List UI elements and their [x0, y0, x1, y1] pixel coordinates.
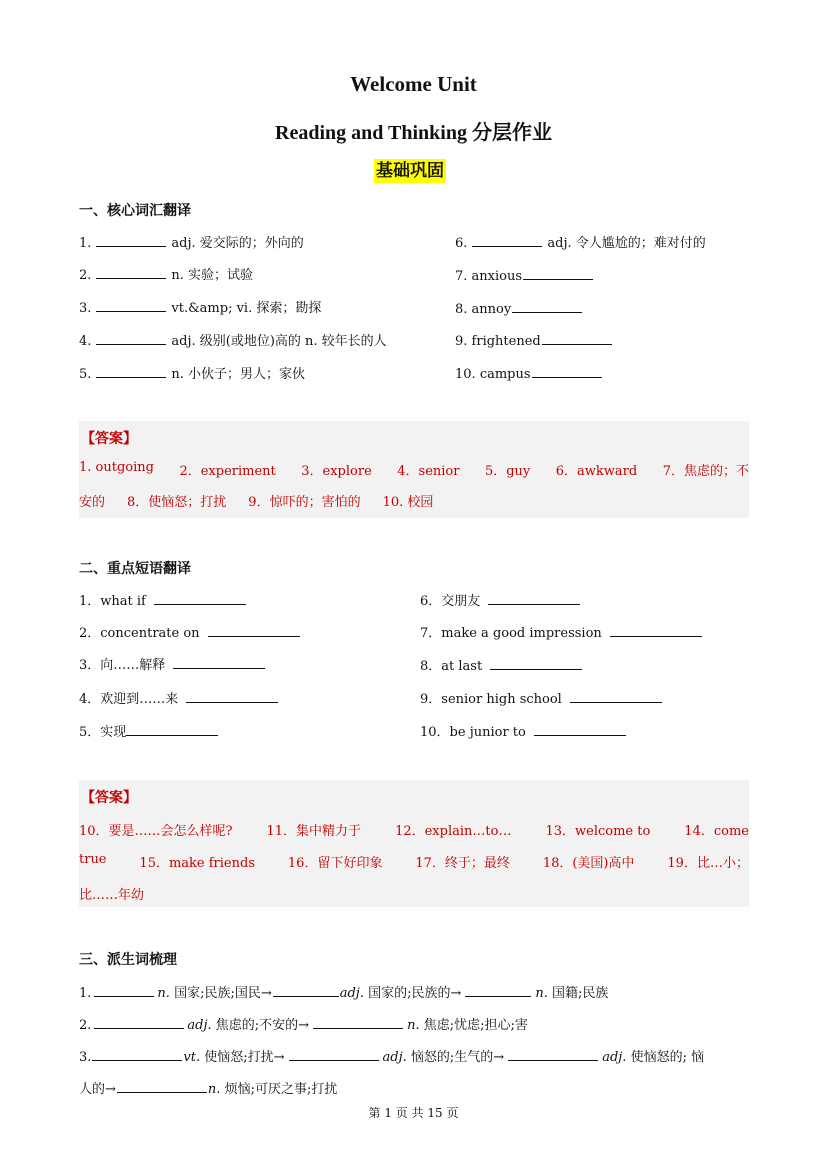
blank-field[interactable]: [610, 623, 702, 637]
vocab-item-4: 4. adj. 级别(或地位)高的 n. 较年长的人: [79, 331, 387, 351]
blank-field[interactable]: [96, 265, 166, 279]
blank-field[interactable]: [542, 331, 612, 345]
document-subtitle: Reading and Thinking 分层作业: [275, 122, 552, 144]
phrase-item-5: 5．实现: [79, 722, 223, 742]
blank-field[interactable]: [186, 689, 278, 703]
blank-field[interactable]: [570, 689, 662, 703]
phrase-item-9: 9．senior high school: [420, 689, 667, 709]
derivative-line-3: 3. vt. 使恼怒;打扰→ adj. 恼怒的;生气的→ adj. 使恼怒的; 恼: [79, 1047, 704, 1067]
answer-label: 【答案】: [81, 790, 137, 806]
phrase-item-10: 10．be junior to: [420, 722, 631, 742]
blank-field[interactable]: [273, 983, 339, 997]
blank-field[interactable]: [173, 655, 265, 669]
answer-box-1: [79, 421, 749, 518]
document-title: Welcome Unit: [350, 72, 477, 96]
vocab-item-8: 8. annoy: [455, 299, 587, 319]
blank-field[interactable]: [508, 1047, 598, 1061]
blank-field[interactable]: [472, 233, 542, 247]
blank-field[interactable]: [523, 266, 593, 280]
blank-field[interactable]: [126, 722, 218, 736]
answer-line: 1. outgoing 2．experiment 3．explore 4．senior 5．guy 6．awkward 7．焦虑的；不: [79, 460, 749, 479]
phrase-item-7: 7．make a good impression: [420, 623, 707, 643]
vocab-item-1: 1. adj. 爱交际的；外向的: [79, 233, 304, 253]
blank-field[interactable]: [94, 983, 154, 997]
blank-field[interactable]: [154, 591, 246, 605]
answer-box-2: [79, 780, 749, 907]
blank-field[interactable]: [96, 364, 166, 378]
phrase-item-8: 8．at last: [420, 656, 587, 676]
blank-field[interactable]: [96, 233, 166, 247]
vocab-item-6: 6. adj. 令人尴尬的；难对付的: [455, 233, 706, 253]
section-2-heading: 二、重点短语翻译: [79, 561, 191, 577]
blank-field[interactable]: [488, 591, 580, 605]
answer-label: 【答案】: [81, 431, 137, 447]
vocab-item-7: 7. anxious: [455, 266, 598, 286]
derivative-line-1: 1. n. 国家;民族;国民→ adj. 国家的;民族的→ n. 国籍;民族: [79, 983, 608, 1003]
blank-field[interactable]: [96, 298, 166, 312]
phrase-item-1: 1．what if: [79, 591, 251, 611]
section-3-heading: 三、派生词梳理: [79, 952, 177, 968]
vocab-item-10: 10. campus: [455, 364, 607, 384]
derivative-line-2: 2. adj. 焦虑的;不安的→ n. 焦虑;忧虑;担心;害: [79, 1015, 528, 1035]
phrase-item-6: 6．交朋友: [420, 591, 585, 611]
blank-field[interactable]: [512, 299, 582, 313]
blank-field[interactable]: [94, 1015, 184, 1029]
section-1-heading: 一、核心词汇翻译: [79, 203, 191, 219]
vocab-item-3: 3. vt.&amp; vi. 探索；勘探: [79, 298, 321, 318]
derivative-line-4: 人的→ n. 烦恼;可厌之事;打扰: [79, 1079, 337, 1099]
phrase-item-3: 3．向……解释: [79, 655, 270, 675]
blank-field[interactable]: [117, 1079, 207, 1093]
page-footer: 第 1 页 共 15 页: [368, 1106, 459, 1120]
blank-field[interactable]: [289, 1047, 379, 1061]
blank-field[interactable]: [208, 623, 300, 637]
blank-field[interactable]: [96, 331, 166, 345]
phrase-item-2: 2．concentrate on: [79, 623, 305, 643]
vocab-item-9: 9. frightened: [455, 331, 617, 351]
blank-field[interactable]: [490, 656, 582, 670]
answer-line: true 15．make friends 16．留下好印象 17．终于；最终 18．(美国)高中 19．比…小；: [79, 852, 749, 871]
blank-field[interactable]: [465, 983, 531, 997]
level-badge: 基础巩固: [376, 161, 444, 181]
blank-field[interactable]: [532, 364, 602, 378]
answer-line: 10．要是……会怎么样呢? 11．集中精力于 12．explain…to… 13．welcome to 14．come: [79, 824, 749, 839]
vocab-item-2: 2. n. 实验；试验: [79, 265, 253, 285]
answer-line: 比……年幼: [79, 888, 145, 903]
blank-field[interactable]: [313, 1015, 403, 1029]
answer-line: 安的 8．使恼怒；打扰 9．惊吓的；害怕的 10. 校园: [79, 495, 434, 510]
vocab-item-5: 5. n. 小伙子；男人；家伙: [79, 364, 305, 384]
blank-field[interactable]: [534, 722, 626, 736]
phrase-item-4: 4．欢迎到……来: [79, 689, 283, 709]
blank-field[interactable]: [92, 1047, 182, 1061]
